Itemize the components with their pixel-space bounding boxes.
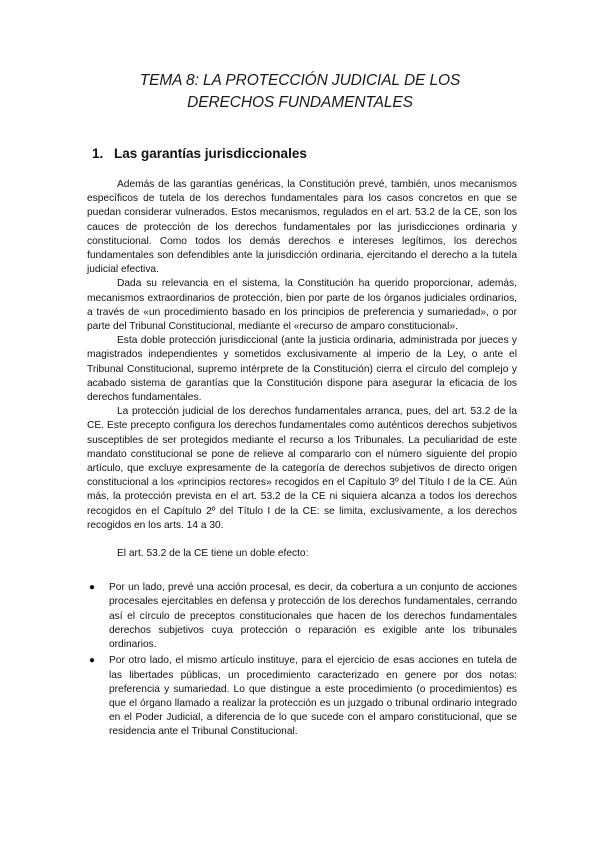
bullet-list bbox=[87, 581, 517, 739]
section-number: 1. bbox=[92, 146, 104, 161]
list-item bbox=[87, 654, 517, 739]
document-title bbox=[0, 70, 600, 114]
section-heading bbox=[92, 146, 307, 161]
document-body bbox=[87, 178, 517, 742]
bullet-icon: ● bbox=[89, 655, 96, 667]
lead-paragraph: El art. 53.2 de la CE tiene un doble efecto: bbox=[117, 548, 309, 560]
section-heading-text: Las garantías jurisdiccionales bbox=[114, 146, 307, 161]
list-item bbox=[87, 581, 517, 652]
list-item-text: Por otro lado, el mismo artículo instituye, para el ejercicio de esas acciones en tutela de las libertades públicas, un procedimiento caracterizado en genere por dos notas: preferencia y sumariedad. Lo que distingue a este procedimiento (o procedimientos) es que el órgano llamado a realizar la protección es un juzgado o tribunal ordinario integrado en el Poder Judicial, a diferencia de lo que sucede con el amparo constitucional, que se residencia ante el Tribunal Constitucional. bbox=[109, 655, 517, 738]
paragraph: Además de las garantías genéricas, la Constitución prevé, también, unos mecanismos específicos de tutela de los derechos fundamentales para los casos concretos en que se puedan considerar vulnerados. Estos mecanismos, regulados en el art. 53.2 de la CE, son los cauces de protección de los derechos fundamentales por las jurisdicciones ordinaria y constitucional. Como todos los demás derechos e intereses legítimos, los derechos fundamentales son defendibles ante la jurisdicción ordinaria, ejercitando el derecho a la tutela judicial efectiva. bbox=[87, 179, 517, 276]
title-line-2: DERECHOS FUNDAMENTALES bbox=[187, 94, 413, 111]
list-item-text: Por un lado, prevé una acción procesal, es decir, da cobertura a un conjunto de acciones procesales ejercitables en defensa y protección de los derechos fundamentales, cerrando así el círculo de preceptos constitucionales que hacen de los derechos fundamentales derechos subjetivos cuya protección o reparación es exigible ante los tribunales ordinarios. bbox=[109, 582, 517, 651]
title-line-1: TEMA 8: LA PROTECCIÓN JUDICIAL DE LOS bbox=[139, 72, 461, 89]
paragraph: Dada su relevancia en el sistema, la Constitución ha querido proporcionar, además, mecanismos extraordinarios de protección, bien por parte de los órganos judiciales ordinarios, a través de «un procedimiento basado en los principios de preferencia y sumariedad», o por parte del Tribunal Constitucional, mediante el «recurso de amparo constitucional». bbox=[87, 278, 517, 333]
bullet-icon: ● bbox=[89, 582, 96, 594]
paragraph: Esta doble protección jurisdiccional (ante la justicia ordinaria, administrada por jueces y magistrados independientes y sometidos exclusivamente al imperio de la Ley, o ante el Tribunal Constitucional, supremo intérprete de la Constitución) cierra el círculo del complejo y acabado sistema de garantías que la Constitución dispone para asegurar la eficacia de los derechos fundamentales. bbox=[87, 335, 517, 404]
paragraph: La protección judicial de los derechos fundamentales arranca, pues, del art. 53.2 de la CE. Este precepto configura los derechos fundamentales como auténticos derechos subjetivos susceptibles de ser protegidos mediante el recurso a los Tribunales. La peculiaridad de este mandato constitucional se pone de relieve al compararlo con el número siguiente del propio artículo, que excluye expresamente de la categoría de derechos subjetivos de directo origen constitucional a los «principios rectores» recogidos en el Capítulo 3º del Título I de la CE. Aún más, la protección prevista en el art. 53.2 de la CE ni siquiera alcanza a todos los derechos recogidos en el Capítulo 2º del Título I de la CE: se limita, exclusivamente, a los derechos recogidos en los arts. 14 a 30. bbox=[87, 406, 517, 531]
